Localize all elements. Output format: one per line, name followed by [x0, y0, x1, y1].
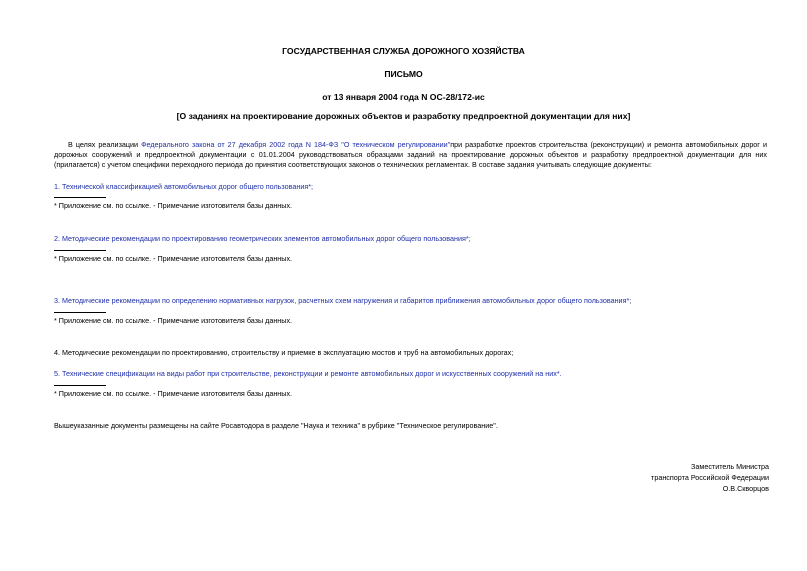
law-link[interactable]: Федерального закона от 27 декабря 2002 года N 184-ФЗ "О техническом регулировании" — [141, 140, 451, 149]
document-subject: [О заданиях на проектирование дорожных объектов и разработку предпроектной документации для них] — [176, 111, 631, 121]
footnote-divider — [54, 385, 106, 386]
signature-name: О.В.Скворцов — [722, 484, 769, 493]
document-date-number: от 13 января 2004 года N ОС-28/172-ис — [322, 92, 485, 102]
intro-rest: при разработке проектов строительства (реконструкции) и ремонта автомобильных дорог и дорожных сооружений и предпроектной документации с 01.01.2004 руководствоваться образцами заданий на проектирование дорожных объектов и разработку предпроектной документации для них (прилагается) с учетом специфики переходного периода до принятия соответствующих законов о технических регламентах. В составе задания учитывать следующие документы: — [54, 140, 767, 169]
footnote-2: * Приложение см. по ссылке. - Примечание изготовителя базы данных. — [54, 254, 293, 263]
document-type: ПИСЬМО — [384, 69, 423, 79]
signature-ministry: транспорта Российской Федерации — [651, 473, 769, 482]
footnote-divider — [54, 197, 106, 198]
footnote-divider — [54, 312, 106, 313]
list-item-5-link[interactable]: 5. Технические спецификации на виды работ при строительстве, реконструкции и ремонте автомобильных дорог и искусственных сооружений на них*. — [54, 369, 562, 378]
closing-paragraph: Вышеуказанные документы размещены на сайте Росавтодора в разделе "Наука и техника" в рубрике "Техническое регулирование". — [54, 421, 498, 430]
intro-paragraph — [54, 140, 767, 170]
footnote-3: * Приложение см. по ссылке. - Примечание изготовителя базы данных. — [54, 316, 293, 325]
footnote-5: * Приложение см. по ссылке. - Примечание изготовителя базы данных. — [54, 389, 293, 398]
footnote-divider — [54, 250, 106, 251]
footnote-1: * Приложение см. по ссылке. - Примечание изготовителя базы данных. — [54, 201, 293, 210]
agency-title: ГОСУДАРСТВЕННАЯ СЛУЖБА ДОРОЖНОГО ХОЗЯЙСТВА — [282, 46, 525, 56]
list-item-1-link[interactable]: 1. Технической классификацией автомобильных дорог общего пользования*; — [54, 182, 314, 191]
list-item-3-link[interactable]: 3. Методические рекомендации по определению нормативных нагрузок, расчетных схем нагружения и габаритов приближения автомобильных дорог общего пользования*; — [54, 296, 632, 305]
list-item-2-link[interactable]: 2. Методические рекомендации по проектированию геометрических элементов автомобильных дорог общего пользования*; — [54, 234, 471, 243]
signature-position: Заместитель Министра — [691, 462, 769, 471]
intro-lead: В целях реализации — [68, 140, 142, 149]
list-item-4: 4. Методические рекомендации по проектированию, строительству и приемке в эксплуатацию мостов и труб на автомобильных дорогах; — [54, 348, 514, 357]
